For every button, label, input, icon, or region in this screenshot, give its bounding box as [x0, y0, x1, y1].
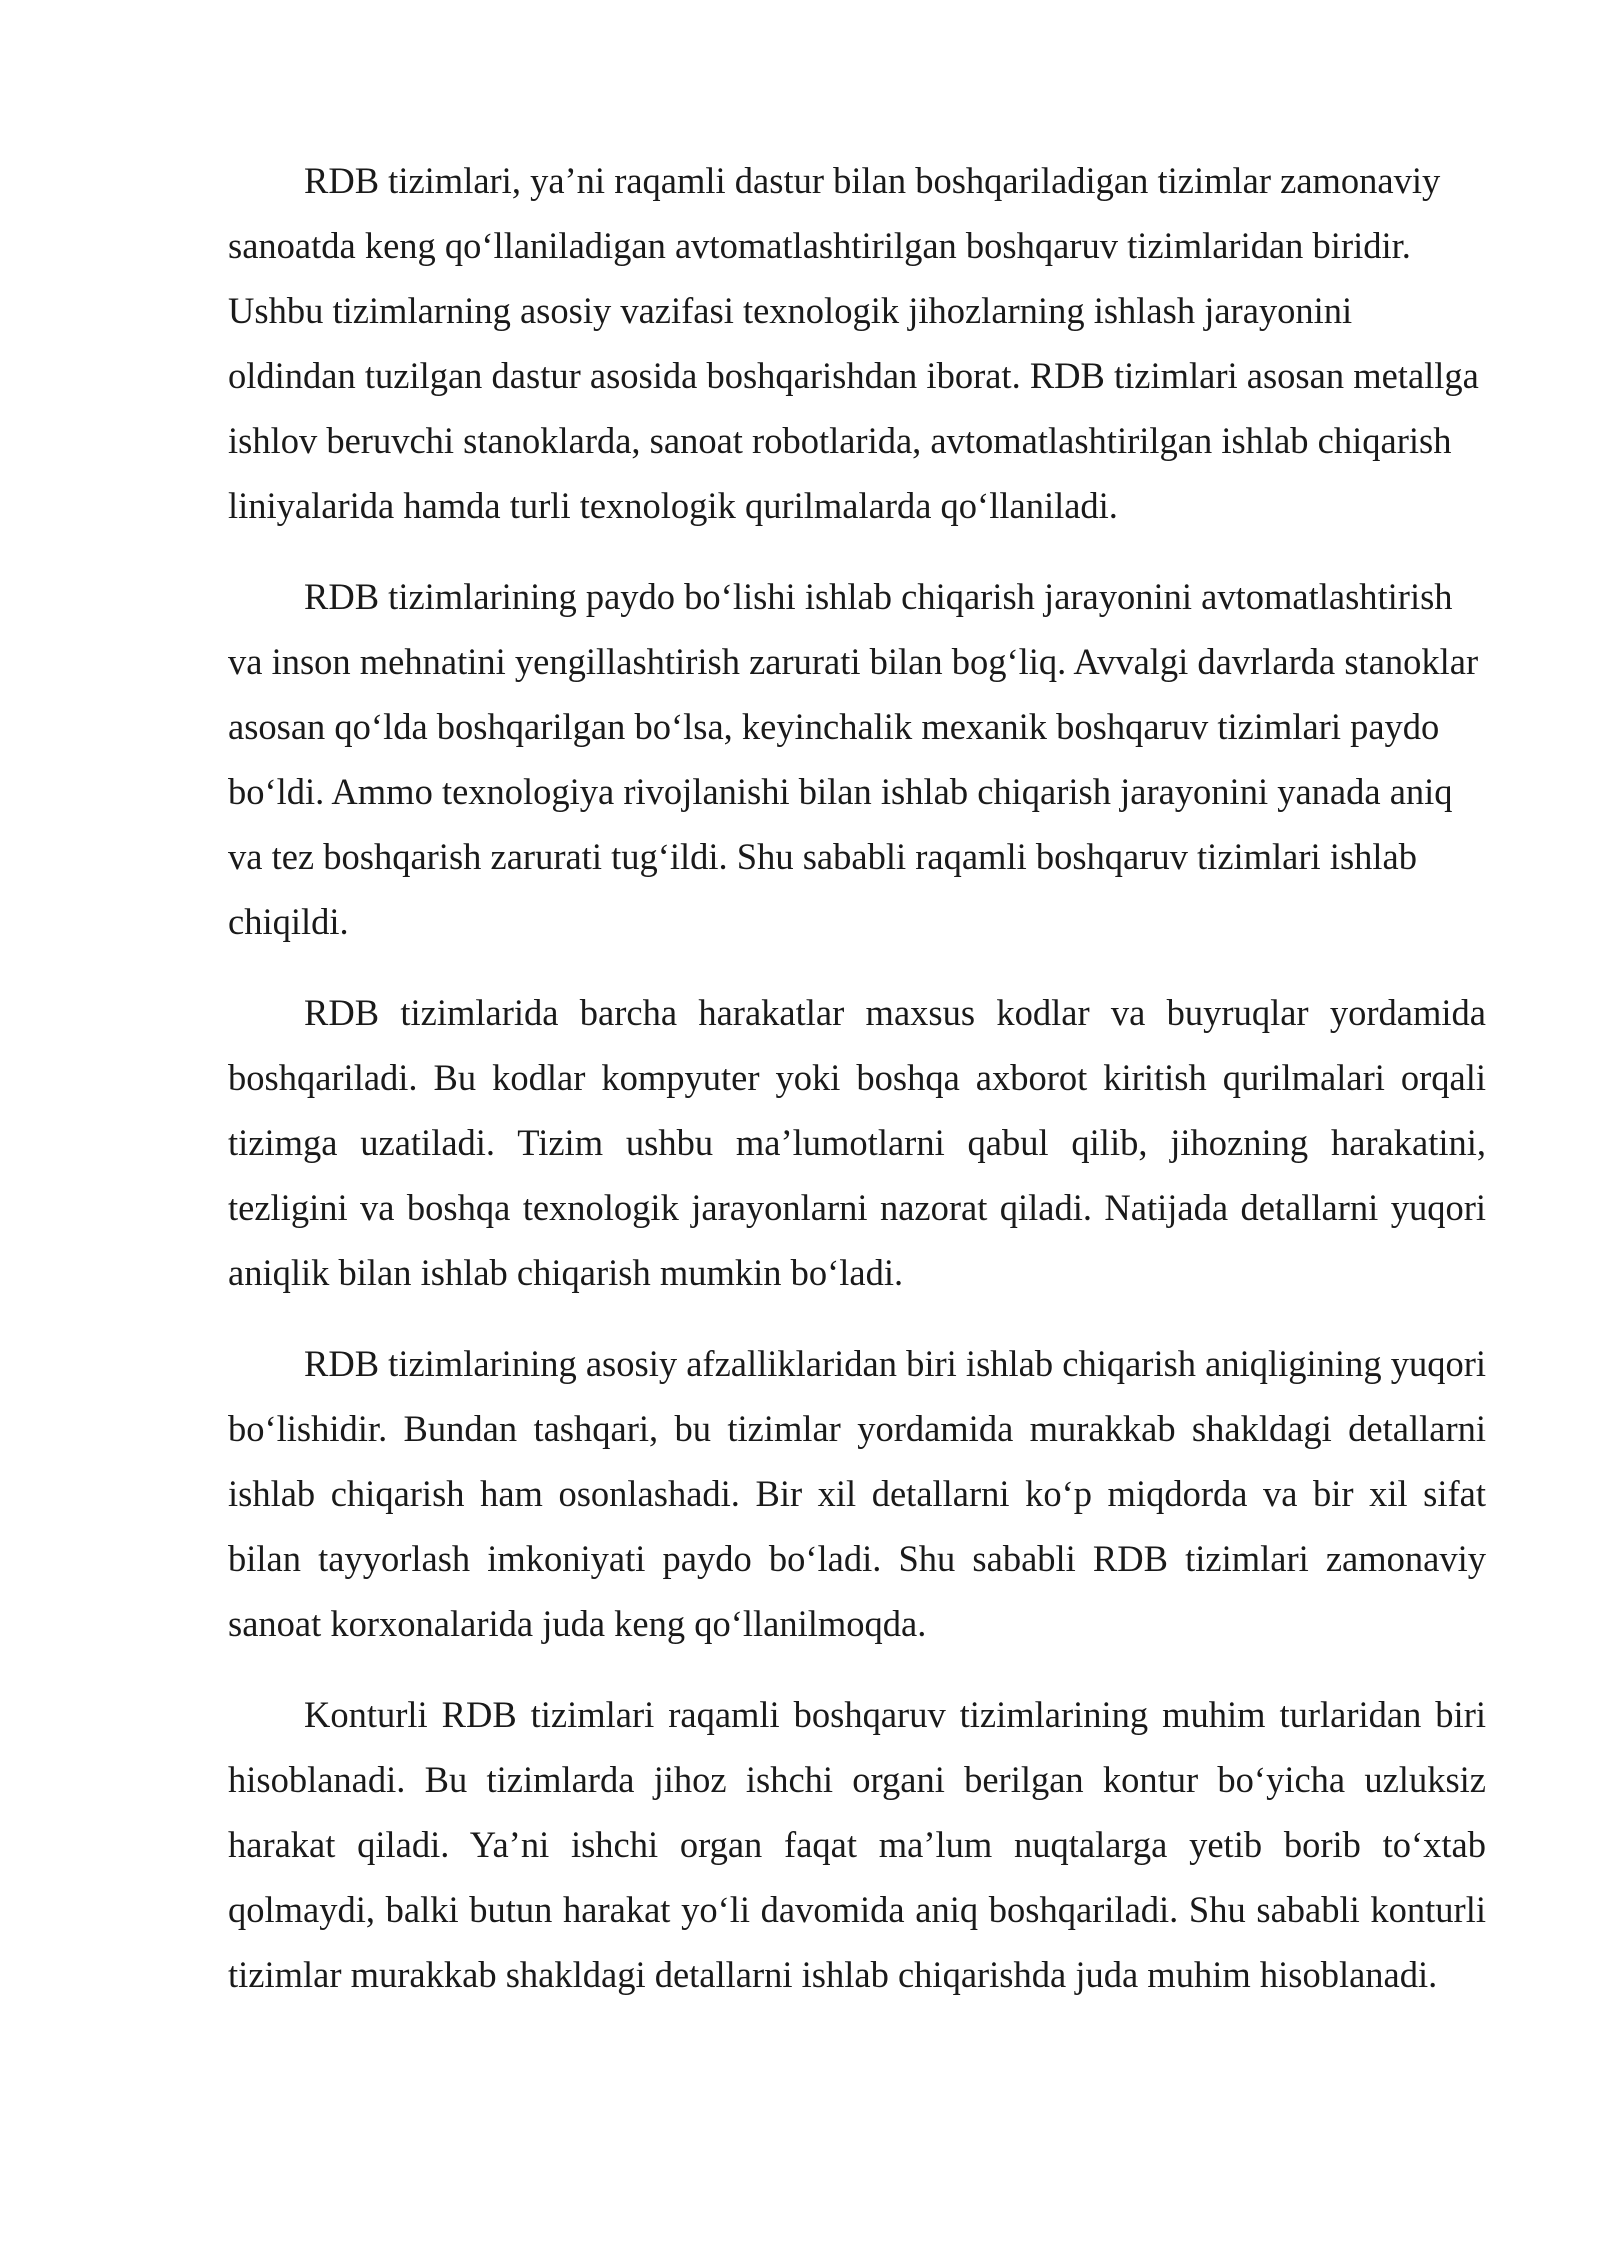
paragraph-1: RDB tizimlari, ya’ni raqamli dastur bilan boshqariladigan tizimlar zamonaviy sanoatda keng qo‘llaniladigan avtomatlashtirilgan boshqaruv tizimlaridan biridir. Ushbu tizimlarning asosiy vazifasi texnologik jihozlarning ishlash jarayonini oldindan tuzilgan dastur asosida boshqarishdan iborat. RDB tizimlari asosan metallga ishlov beruvchi stanoklarda, sanoat robotlarida, avtomatlashtirilgan ishlab chiqarish liniyalarida hamda turli texnologik qurilmalarda qo‘llaniladi.: [228, 160, 1479, 526]
paragraph-4: RDB tizimlarining asosiy afzalliklaridan biri ishlab chiqarish aniqligining yuqori bo‘lishidir. Bundan tashqari, bu tizimlar yordamida murakkab shakldagi detallarni ishlab chiqarish ham osonlashadi. Bir xil detallarni ko‘p miqdorda va bir xil sifat bilan tayyorlash imkoniyati paydo bo‘ladi. Shu sababli RDB tizimlari zamonaviy sanoat korxonalarida juda keng qo‘llanilmoqda.: [228, 1343, 1486, 1644]
document-body: [228, 148, 1486, 2033]
paragraph-5: Konturli RDB tizimlari raqamli boshqaruv tizimlarining muhim turlaridan biri hisoblanadi. Bu tizimlarda jihoz ishchi organi berilgan kontur bo‘yicha uzluksiz harakat qiladi. Ya’ni ishchi organ faqat ma’lum nuqtalarga yetib borib to‘xtab qolmaydi, balki butun harakat yo‘li davomida aniq boshqariladi. Shu sababli konturli tizimlar murakkab shakldagi detallarni ishlab chiqarishda juda muhim hisoblanadi.: [228, 1694, 1486, 1995]
paragraph-3: RDB tizimlarida barcha harakatlar maxsus kodlar va buyruqlar yordamida boshqariladi. Bu kodlar kompyuter yoki boshqa axborot kiritish qurilmalari orqali tizimga uzatiladi. Tizim ushbu ma’lumotlarni qabul qilib, jihozning harakatini, tezligini va boshqa texnologik jarayonlarni nazorat qiladi. Natijada detallarni yuqori aniqlik bilan ishlab chiqarish mumkin bo‘ladi.: [228, 992, 1486, 1293]
paragraph-2: RDB tizimlarining paydo bo‘lishi ishlab chiqarish jarayonini avtomatlashtirish va inson mehnatini yengillashtirish zarurati bilan bog‘liq. Avvalgi davrlarda stanoklar asosan qo‘lda boshqarilgan bo‘lsa, keyinchalik mexanik boshqaruv tizimlari paydo bo‘ldi. Ammo texnologiya rivojlanishi bilan ishlab chiqarish jarayonini yanada aniq va tez boshqarish zarurati tug‘ildi. Shu sababli raqamli boshqaruv tizimlari ishlab chiqildi.: [228, 576, 1479, 942]
